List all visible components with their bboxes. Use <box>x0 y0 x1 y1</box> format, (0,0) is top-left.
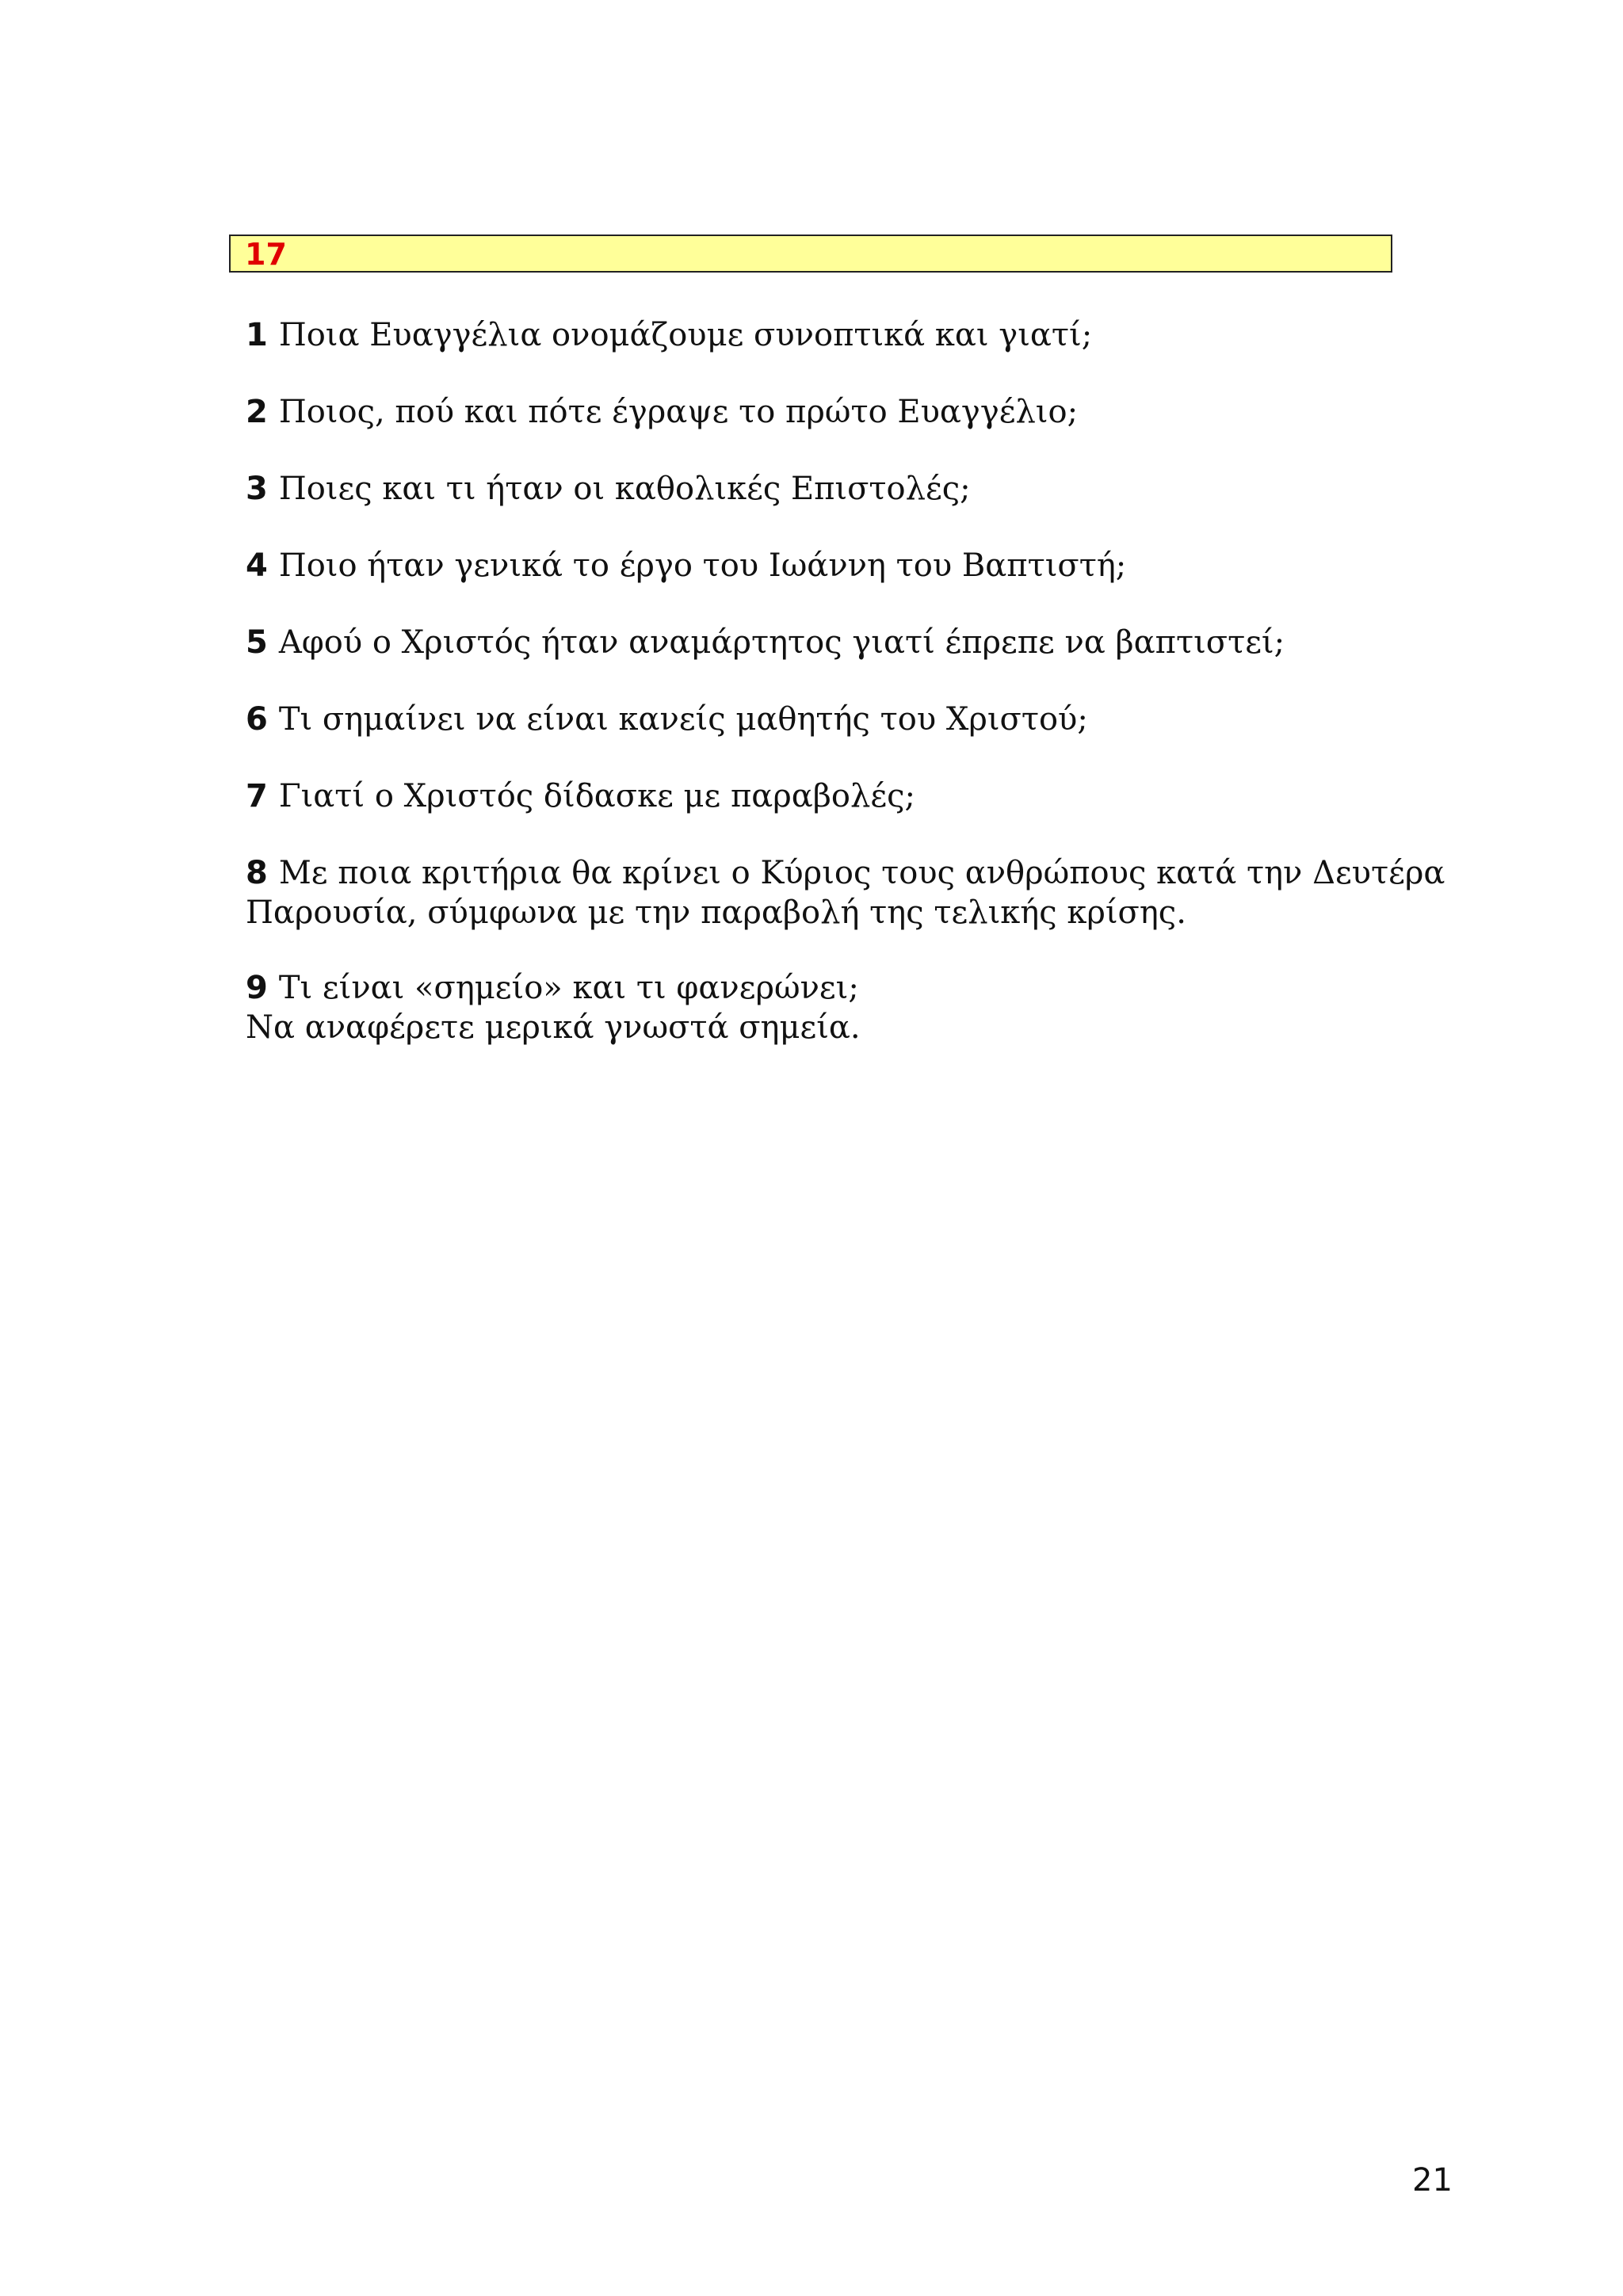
question-number: 8 <box>246 855 268 891</box>
question-item <box>246 392 1403 432</box>
question-text: Με ποια κριτήρια θα κρίνει ο Κύριος τους ανθρώπους κατά την Δευτέρα <box>278 855 1445 891</box>
question-number: 9 <box>246 970 268 1006</box>
section-header <box>229 235 1392 273</box>
question-item <box>246 968 1403 1047</box>
section-number: 17 <box>245 237 287 272</box>
question-text: Ποιος, πού και πότε έγραψε το πρώτο Ευαγγέλιο; <box>278 394 1079 430</box>
question-number: 6 <box>246 701 268 738</box>
question-text: Ποιες και τι ήταν οι καθολικές Επιστολές; <box>278 471 971 507</box>
question-text: Ποια Ευαγγέλια ονομάζουμε συνοπτικά και γιατί; <box>278 317 1093 353</box>
question-item <box>246 315 1403 355</box>
question-text: Ποιο ήταν γενικά το έργο του Ιωάννη του Βαπτιστή; <box>278 547 1127 584</box>
page-number: 21 <box>1412 2162 1453 2199</box>
question-number: 3 <box>246 471 268 507</box>
question-item <box>246 853 1445 933</box>
question-text-continued: Να αναφέρετε μερικά γνωστά σημεία. <box>246 1009 861 1046</box>
question-number: 5 <box>246 624 268 661</box>
question-item <box>246 700 1403 739</box>
question-text: Αφού ο Χριστός ήταν αναμάρτητος γιατί έπρεπε να βαπτιστεί; <box>278 624 1285 661</box>
question-number: 4 <box>246 547 268 584</box>
question-text: Γιατί ο Χριστός δίδασκε με παραβολές; <box>278 778 915 814</box>
question-item <box>246 546 1403 585</box>
question-text: Τι σημαίνει να είναι κανείς μαθητής του Χριστού; <box>278 701 1088 738</box>
question-item <box>246 776 1403 816</box>
question-item <box>246 469 1403 509</box>
question-number: 7 <box>246 778 268 814</box>
question-number: 2 <box>246 394 268 430</box>
question-text-continued: Παρουσία, σύμφωνα με την παραβολή της τελικής κρίσης. <box>246 894 1186 931</box>
question-number: 1 <box>246 317 268 353</box>
question-item <box>246 623 1403 662</box>
question-text: Τι είναι «σημείο» και τι φανερώνει; <box>278 970 859 1006</box>
